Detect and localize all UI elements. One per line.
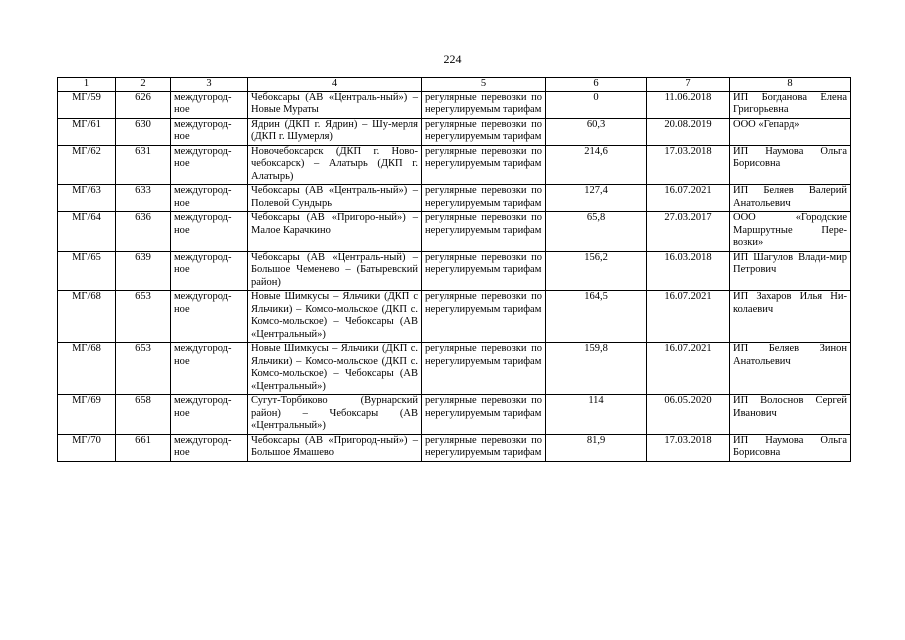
column-header: 4 [248, 78, 422, 92]
route-number-cell: 633 [116, 185, 171, 212]
route-name-cell: Чебоксары (АВ «Централь-ный) – Большое Чеменево – (Батыревский район) [248, 251, 422, 291]
length-cell: 60,3 [546, 118, 647, 145]
route-name-cell: Новые Шимкусы – Яльчики (ДКП с. Яльчики) – Комсо-мольское (ДКП с. Комсо-мольское) – Чебоксары (АВ «Центральный») [248, 343, 422, 395]
transport-kind-cell: регулярные перевозки по нерегулируемым тарифам [422, 118, 546, 145]
route-number-cell: 636 [116, 212, 171, 252]
route-number-cell: 658 [116, 395, 171, 435]
table-row [58, 185, 851, 212]
column-header: 7 [647, 78, 730, 92]
transport-kind-cell: регулярные перевозки по нерегулируемым тарифам [422, 343, 546, 395]
date-cell: 17.03.2018 [647, 145, 730, 185]
length-cell: 114 [546, 395, 647, 435]
date-cell: 11.06.2018 [647, 91, 730, 118]
column-header: 5 [422, 78, 546, 92]
table-row [58, 251, 851, 291]
length-cell: 0 [546, 91, 647, 118]
transport-kind-cell: регулярные перевозки по нерегулируемым тарифам [422, 291, 546, 343]
length-cell: 127,4 [546, 185, 647, 212]
length-cell: 81,9 [546, 434, 647, 461]
route-type-cell: междугород-ное [171, 145, 248, 185]
route-name-cell: Сугут-Торбиково (Вурнарский район) – Чебоксары (АВ «Центральный») [248, 395, 422, 435]
route-number-cell: 626 [116, 91, 171, 118]
date-cell: 20.08.2019 [647, 118, 730, 145]
routes-table [57, 77, 851, 462]
registration-number-cell: МГ/62 [58, 145, 116, 185]
carrier-cell: ИП Беляев Зинон Анатольевич [730, 343, 851, 395]
route-name-cell: Новые Шимкусы – Яльчики (ДКП с Яльчики) – Комсо-мольское (ДКП с. Комсо-мольское) – Чебоксары (АВ «Центральный») [248, 291, 422, 343]
column-header: 8 [730, 78, 851, 92]
route-name-cell: Чебоксары (АВ «Централь-ный») – Полевой Сундырь [248, 185, 422, 212]
route-name-cell: Чебоксары (АВ «Централь-ный») – Новые Мураты [248, 91, 422, 118]
route-type-cell: междугород-ное [171, 251, 248, 291]
date-cell: 06.05.2020 [647, 395, 730, 435]
length-cell: 65,8 [546, 212, 647, 252]
transport-kind-cell: регулярные перевозки по нерегулируемым тарифам [422, 251, 546, 291]
transport-kind-cell: регулярные перевозки по нерегулируемым тарифам [422, 145, 546, 185]
date-cell: 17.03.2018 [647, 434, 730, 461]
registration-number-cell: МГ/64 [58, 212, 116, 252]
carrier-cell: ИП Волоснов Сергей Иванович [730, 395, 851, 435]
length-cell: 164,5 [546, 291, 647, 343]
table-row [58, 145, 851, 185]
date-cell: 16.07.2021 [647, 291, 730, 343]
table-row [58, 291, 851, 343]
route-type-cell: междугород-ное [171, 91, 248, 118]
table-row [58, 118, 851, 145]
registration-number-cell: МГ/63 [58, 185, 116, 212]
date-cell: 16.07.2021 [647, 185, 730, 212]
column-header: 1 [58, 78, 116, 92]
registration-number-cell: МГ/69 [58, 395, 116, 435]
transport-kind-cell: регулярные перевозки по нерегулируемым тарифам [422, 185, 546, 212]
carrier-cell: ИП Беляев Валерий Анатольевич [730, 185, 851, 212]
transport-kind-cell: регулярные перевозки по нерегулируемым тарифам [422, 91, 546, 118]
transport-kind-cell: регулярные перевозки по нерегулируемым тарифам [422, 434, 546, 461]
length-cell: 156,2 [546, 251, 647, 291]
length-cell: 214,6 [546, 145, 647, 185]
route-number-cell: 630 [116, 118, 171, 145]
transport-kind-cell: регулярные перевозки по нерегулируемым тарифам [422, 212, 546, 252]
carrier-cell: ИП Шагулов Влади-мир Петрович [730, 251, 851, 291]
column-header: 2 [116, 78, 171, 92]
route-name-cell: Новочебоксарск (ДКП г. Ново-чебоксарск) – Алатырь (ДКП г. Алатырь) [248, 145, 422, 185]
registration-number-cell: МГ/65 [58, 251, 116, 291]
date-cell: 16.03.2018 [647, 251, 730, 291]
registration-number-cell: МГ/59 [58, 91, 116, 118]
table-row [58, 395, 851, 435]
route-number-cell: 653 [116, 291, 171, 343]
table-header-row [58, 78, 851, 92]
route-name-cell: Ядрин (ДКП г. Ядрин) – Шу-мерля (ДКП г. Шумерля) [248, 118, 422, 145]
route-number-cell: 661 [116, 434, 171, 461]
route-type-cell: междугород-ное [171, 395, 248, 435]
route-type-cell: междугород-ное [171, 185, 248, 212]
carrier-cell: ООО «Городские Маршрутные Пере-возки» [730, 212, 851, 252]
registration-number-cell: МГ/61 [58, 118, 116, 145]
table-row [58, 343, 851, 395]
route-type-cell: междугород-ное [171, 434, 248, 461]
route-type-cell: междугород-ное [171, 212, 248, 252]
carrier-cell: ИП Богданова Елена Григорьевна [730, 91, 851, 118]
table-row [58, 434, 851, 461]
registration-number-cell: МГ/68 [58, 291, 116, 343]
table-row [58, 91, 851, 118]
carrier-cell: ИП Наумова Ольга Борисовна [730, 145, 851, 185]
carrier-cell: ИП Наумова Ольга Борисовна [730, 434, 851, 461]
transport-kind-cell: регулярные перевозки по нерегулируемым тарифам [422, 395, 546, 435]
route-number-cell: 639 [116, 251, 171, 291]
route-number-cell: 631 [116, 145, 171, 185]
registration-number-cell: МГ/70 [58, 434, 116, 461]
route-type-cell: междугород-ное [171, 118, 248, 145]
route-type-cell: междугород-ное [171, 291, 248, 343]
page-number: 224 [443, 52, 462, 66]
length-cell: 159,8 [546, 343, 647, 395]
column-header: 3 [171, 78, 248, 92]
route-type-cell: междугород-ное [171, 343, 248, 395]
carrier-cell: ООО «Гепард» [730, 118, 851, 145]
date-cell: 16.07.2021 [647, 343, 730, 395]
route-name-cell: Чебоксары (АВ «Пригород-ный») – Большое Ямашево [248, 434, 422, 461]
route-name-cell: Чебоксары (АВ «Пригоро-ный») – Малое Карачкино [248, 212, 422, 252]
table-row [58, 212, 851, 252]
date-cell: 27.03.2017 [647, 212, 730, 252]
column-header: 6 [546, 78, 647, 92]
carrier-cell: ИП Захаров Илья Ни-колаевич [730, 291, 851, 343]
route-number-cell: 653 [116, 343, 171, 395]
registration-number-cell: МГ/68 [58, 343, 116, 395]
